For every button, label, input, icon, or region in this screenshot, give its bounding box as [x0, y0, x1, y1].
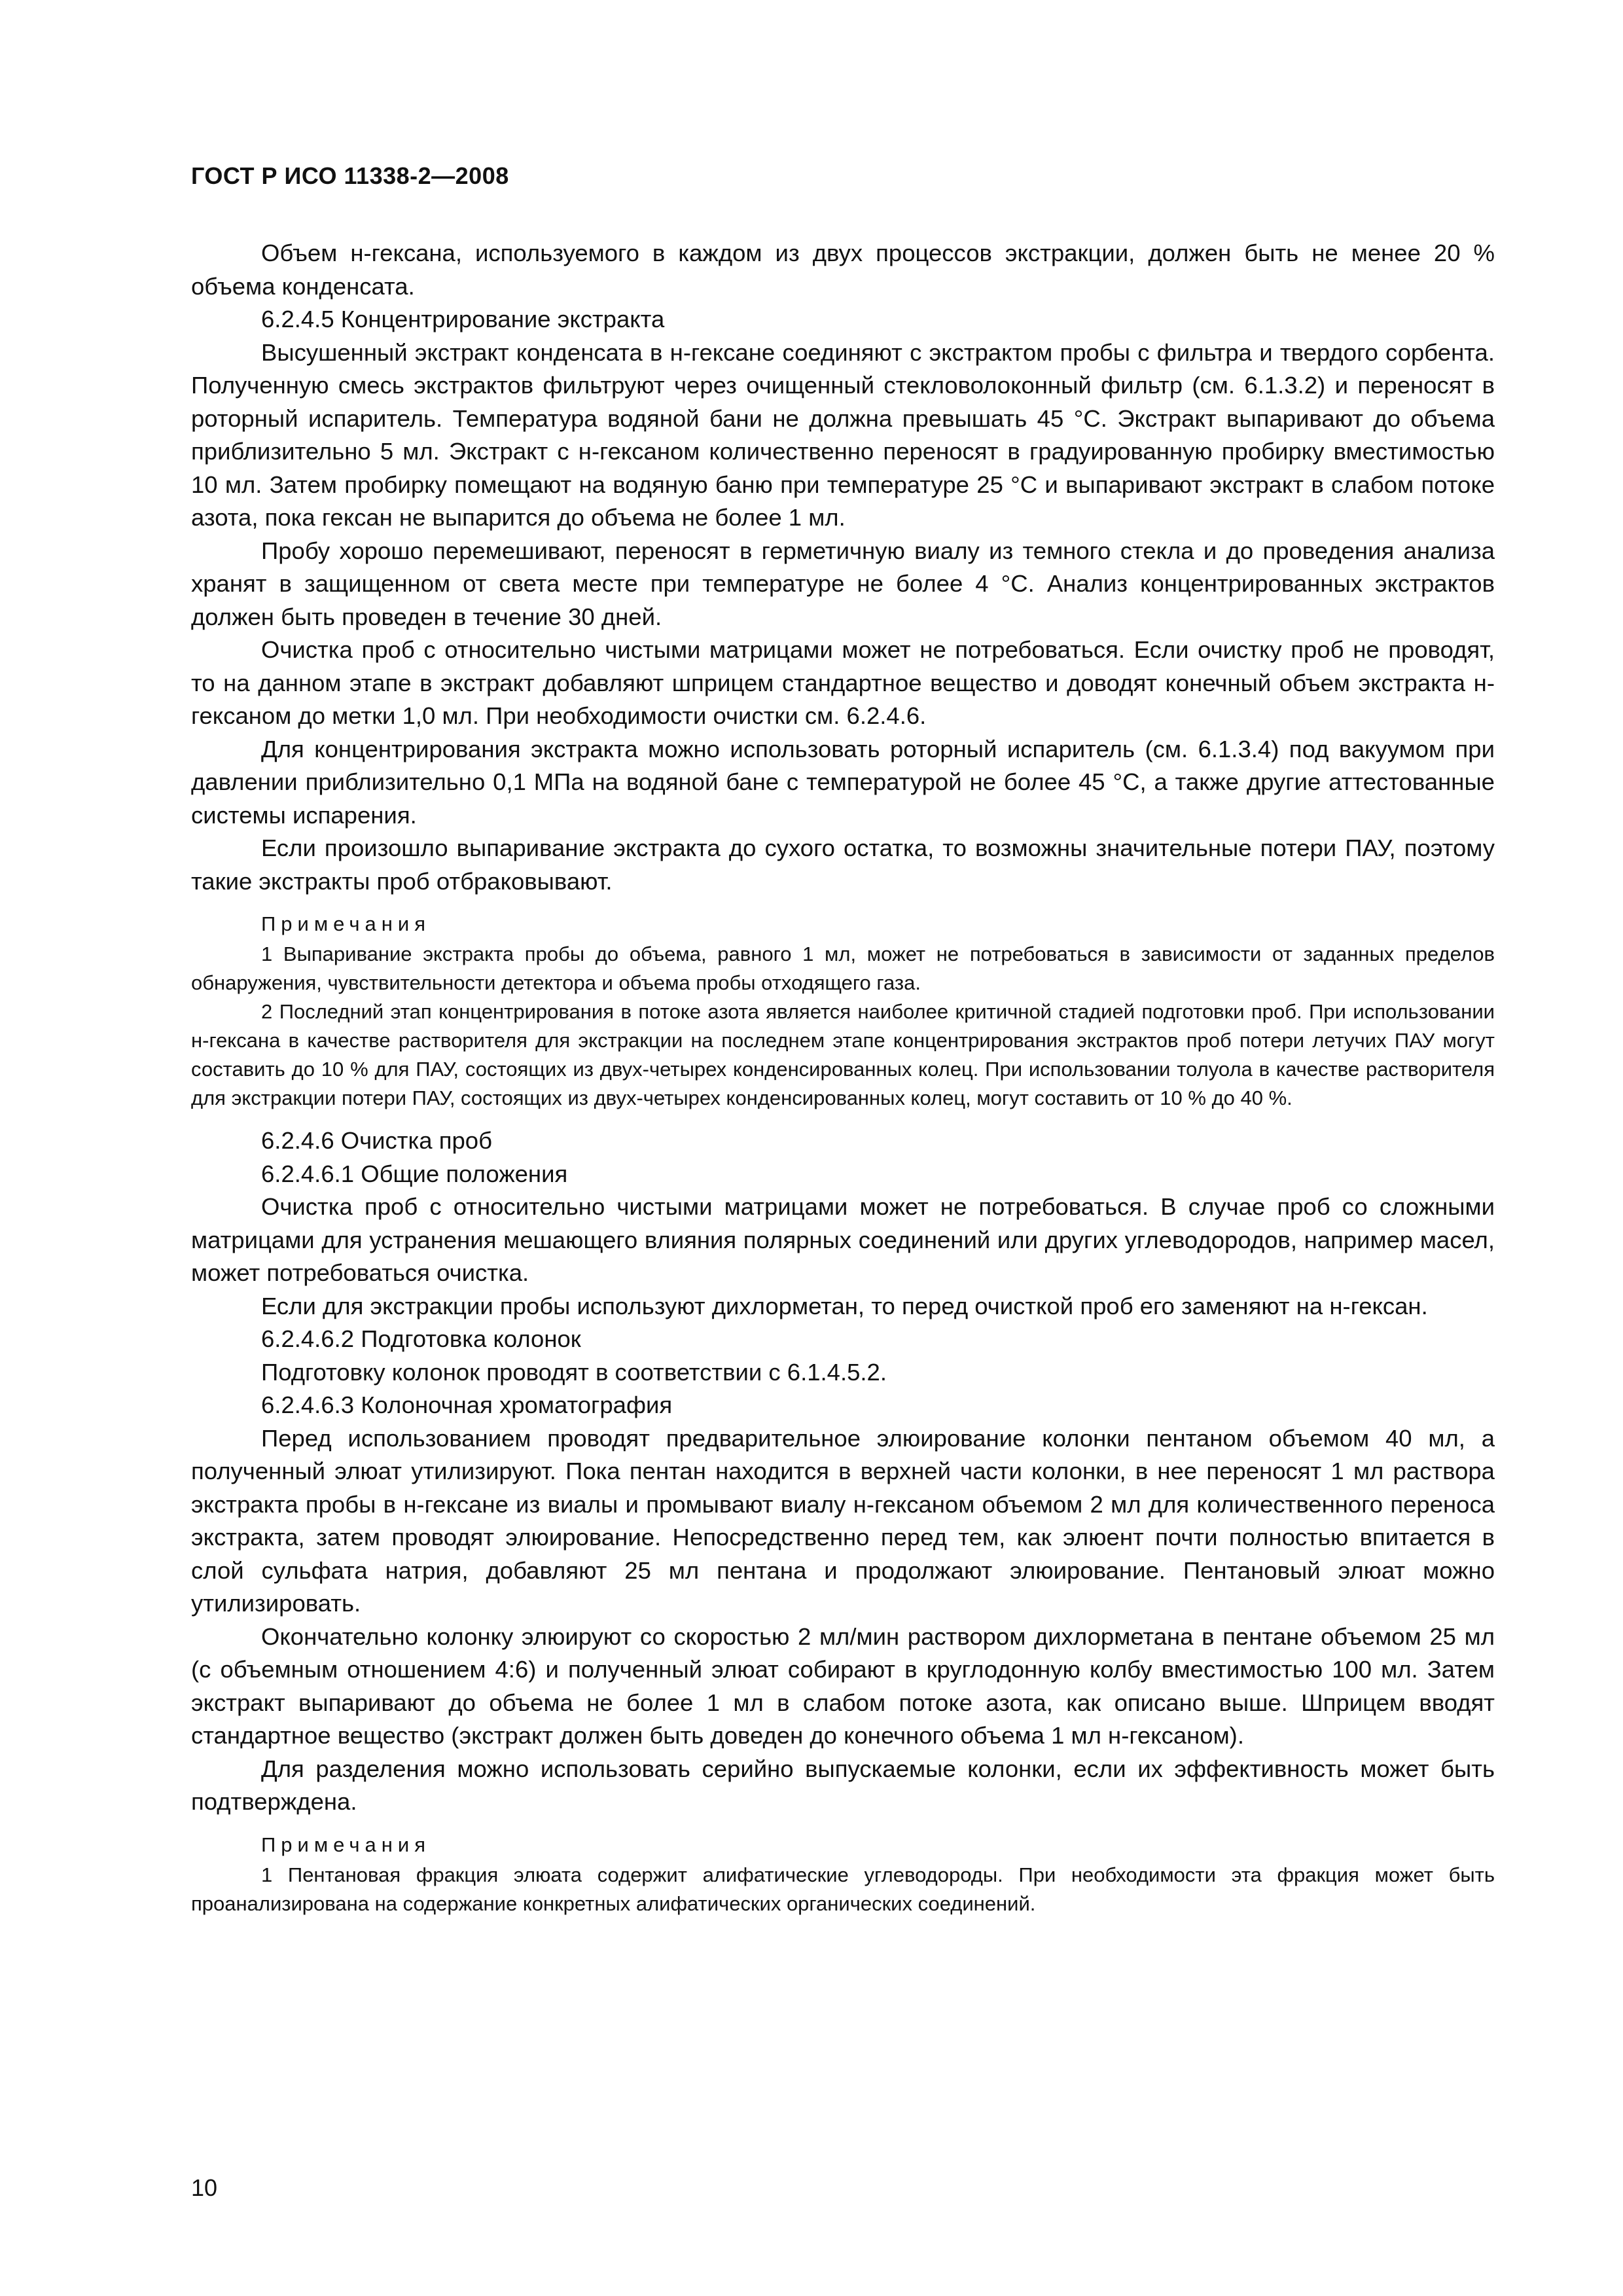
paragraph: Если для экстракции пробы используют дихлорметан, то перед очисткой проб его заменяют на н-гексан.	[261, 1292, 1428, 1319]
paragraph: Очистка проб с относительно чистыми матрицами может не потребоваться. В случае проб со сложными матрицами для устранения мешающего влияния полярных соединений или других углеводородов, например масел, может потребоваться очистка.	[191, 1193, 1495, 1286]
paragraph: Перед использованием проводят предварительное элюирование колонки пентаном объемом 40 мл, а полученный элюат утилизируют. Пока пентан находится в верхней части колонки, в нее переносят 1 мл раствора экстракта пробы в н-гексане из виалы и промывают виалу н-гексаном объемом 2 мл для количественного переноса экстракта, затем проводят элюирование. Непосредственно перед тем, как элюент почти полностью впитается в слой сульфата натрия, добавляют 25 мл пентана и продолжают элюирование. Пентановый элюат можно утилизировать.	[191, 1424, 1495, 1617]
section-heading: 6.2.4.5 Концентрирование экстракта	[261, 306, 665, 332]
paragraph: Если произошло выпаривание экстракта до сухого остатка, то возможны значительные потери ПАУ, поэтому такие экстракты проб отбраковывают.	[191, 834, 1495, 895]
paragraph: Окончательно колонку элюируют со скоростью 2 мл/мин раствором дихлорметана в пентане объемом 25 мл (с объемным отношением 4:6) и полученный элюат собирают в круглодонную колбу вместимостью 100 мл. Затем экстракт выпаривают до объема не более 1 мл в слабом потоке азота, как описано выше. Шприцем вводят стандартное вещество (экстракт должен быть доведен до конечного объема 1 мл н-гексаном).	[191, 1623, 1495, 1749]
spacer	[191, 1113, 1495, 1124]
paragraph: Пробу хорошо перемешивают, переносят в герметичную виалу из темного стекла и до проведения анализа хранят в защищенном от света месте при температуре не более 4 °С. Анализ концентрированных экстрактов должен быть проведен в течение 30 дней.	[191, 537, 1495, 630]
paragraph: Подготовку колонок проводят в соответствии с 6.1.4.5.2.	[261, 1358, 887, 1386]
note: 1 Выпаривание экстракта пробы до объема, равного 1 мл, может не потребоваться в зависимости от заданных пределов обнаружения, чувствительности детектора и объема пробы отходящего газа.	[191, 942, 1495, 994]
note: 1 Пентановая фракция элюата содержит алифатические углеводороды. При необходимости эта фракция может быть проанализирована на содержание конкретных алифатических органических соединений.	[191, 1863, 1495, 1915]
paragraph: Для концентрирования экстракта можно использовать роторный испаритель (см. 6.1.3.4) под вакуумом при давлении приблизительно 0,1 МПа на водяной бане с температурой не более 45 °С, а также другие аттестованные системы испарения.	[191, 735, 1495, 829]
notes-title: Примечания	[261, 912, 431, 935]
section-heading: 6.2.4.6.1 Общие положения	[261, 1160, 568, 1187]
notes-title: Примечания	[261, 1833, 431, 1856]
section-heading: 6.2.4.6.3 Колоночная хроматография	[261, 1391, 673, 1418]
document-body	[191, 237, 1495, 1918]
paragraph: Очистка проб с относительно чистыми матрицами может не потребоваться. Если очистку проб не проводят, то на данном этапе в экстракт добавляют шприцем стандартное вещество и доводят конечный объем экстракта н-гексаном до метки 1,0 мл. При необходимости очистки см. 6.2.4.6.	[191, 636, 1495, 729]
standard-header: ГОСТ Р ИСО 11338-2—2008	[191, 162, 509, 189]
paragraph: Для разделения можно использовать серийно выпускаемые колонки, если их эффективность может быть подтверждена.	[191, 1755, 1495, 1815]
section-heading: 6.2.4.6.2 Подготовка колонок	[261, 1325, 581, 1352]
section-heading: 6.2.4.6 Очистка проб	[261, 1127, 493, 1154]
paragraph: Высушенный экстракт конденсата в н-гексане соединяют с экстрактом пробы с фильтра и твердого сорбента. Полученную смесь экстрактов фильтруют через очищенный стекловолоконный фильтр (см. 6.1.3.2) и переносят в роторный испаритель. Температура водяной бани не должна превышать 45 °С. Экстракт выпаривают до объема приблизительно 5 мл. Экстракт с н-гексаном количественно переносят в градуированную пробирку вместимостью 10 мл. Затем пробирку помещают на водяную баню при температуре 25 °С и выпаривают экстракт в слабом потоке азота, пока гексан не выпарится до объема не более 1 мл.	[191, 338, 1495, 531]
paragraph: Объем н-гексана, используемого в каждом из двух процессов экстракции, должен быть не менее 20 % объема конденсата.	[191, 240, 1495, 300]
page-number: 10	[191, 2174, 218, 2201]
note: 2 Последний этап концентрирования в потоке азота является наиболее критичной стадией подготовки проб. При использовании н-гексана в качестве растворителя для экстракции на последнем этапе концентрирования экстрактов проб потери летучих ПАУ могут составить до 10 % для ПАУ, состоящих из двух-четырех конденсированных колец. При использовании толуола в качестве растворителя для экстракции потери ПАУ, состоящих из двух-четырех конденсированных колец, могут составить от 10 % до 40 %.	[191, 1000, 1495, 1109]
